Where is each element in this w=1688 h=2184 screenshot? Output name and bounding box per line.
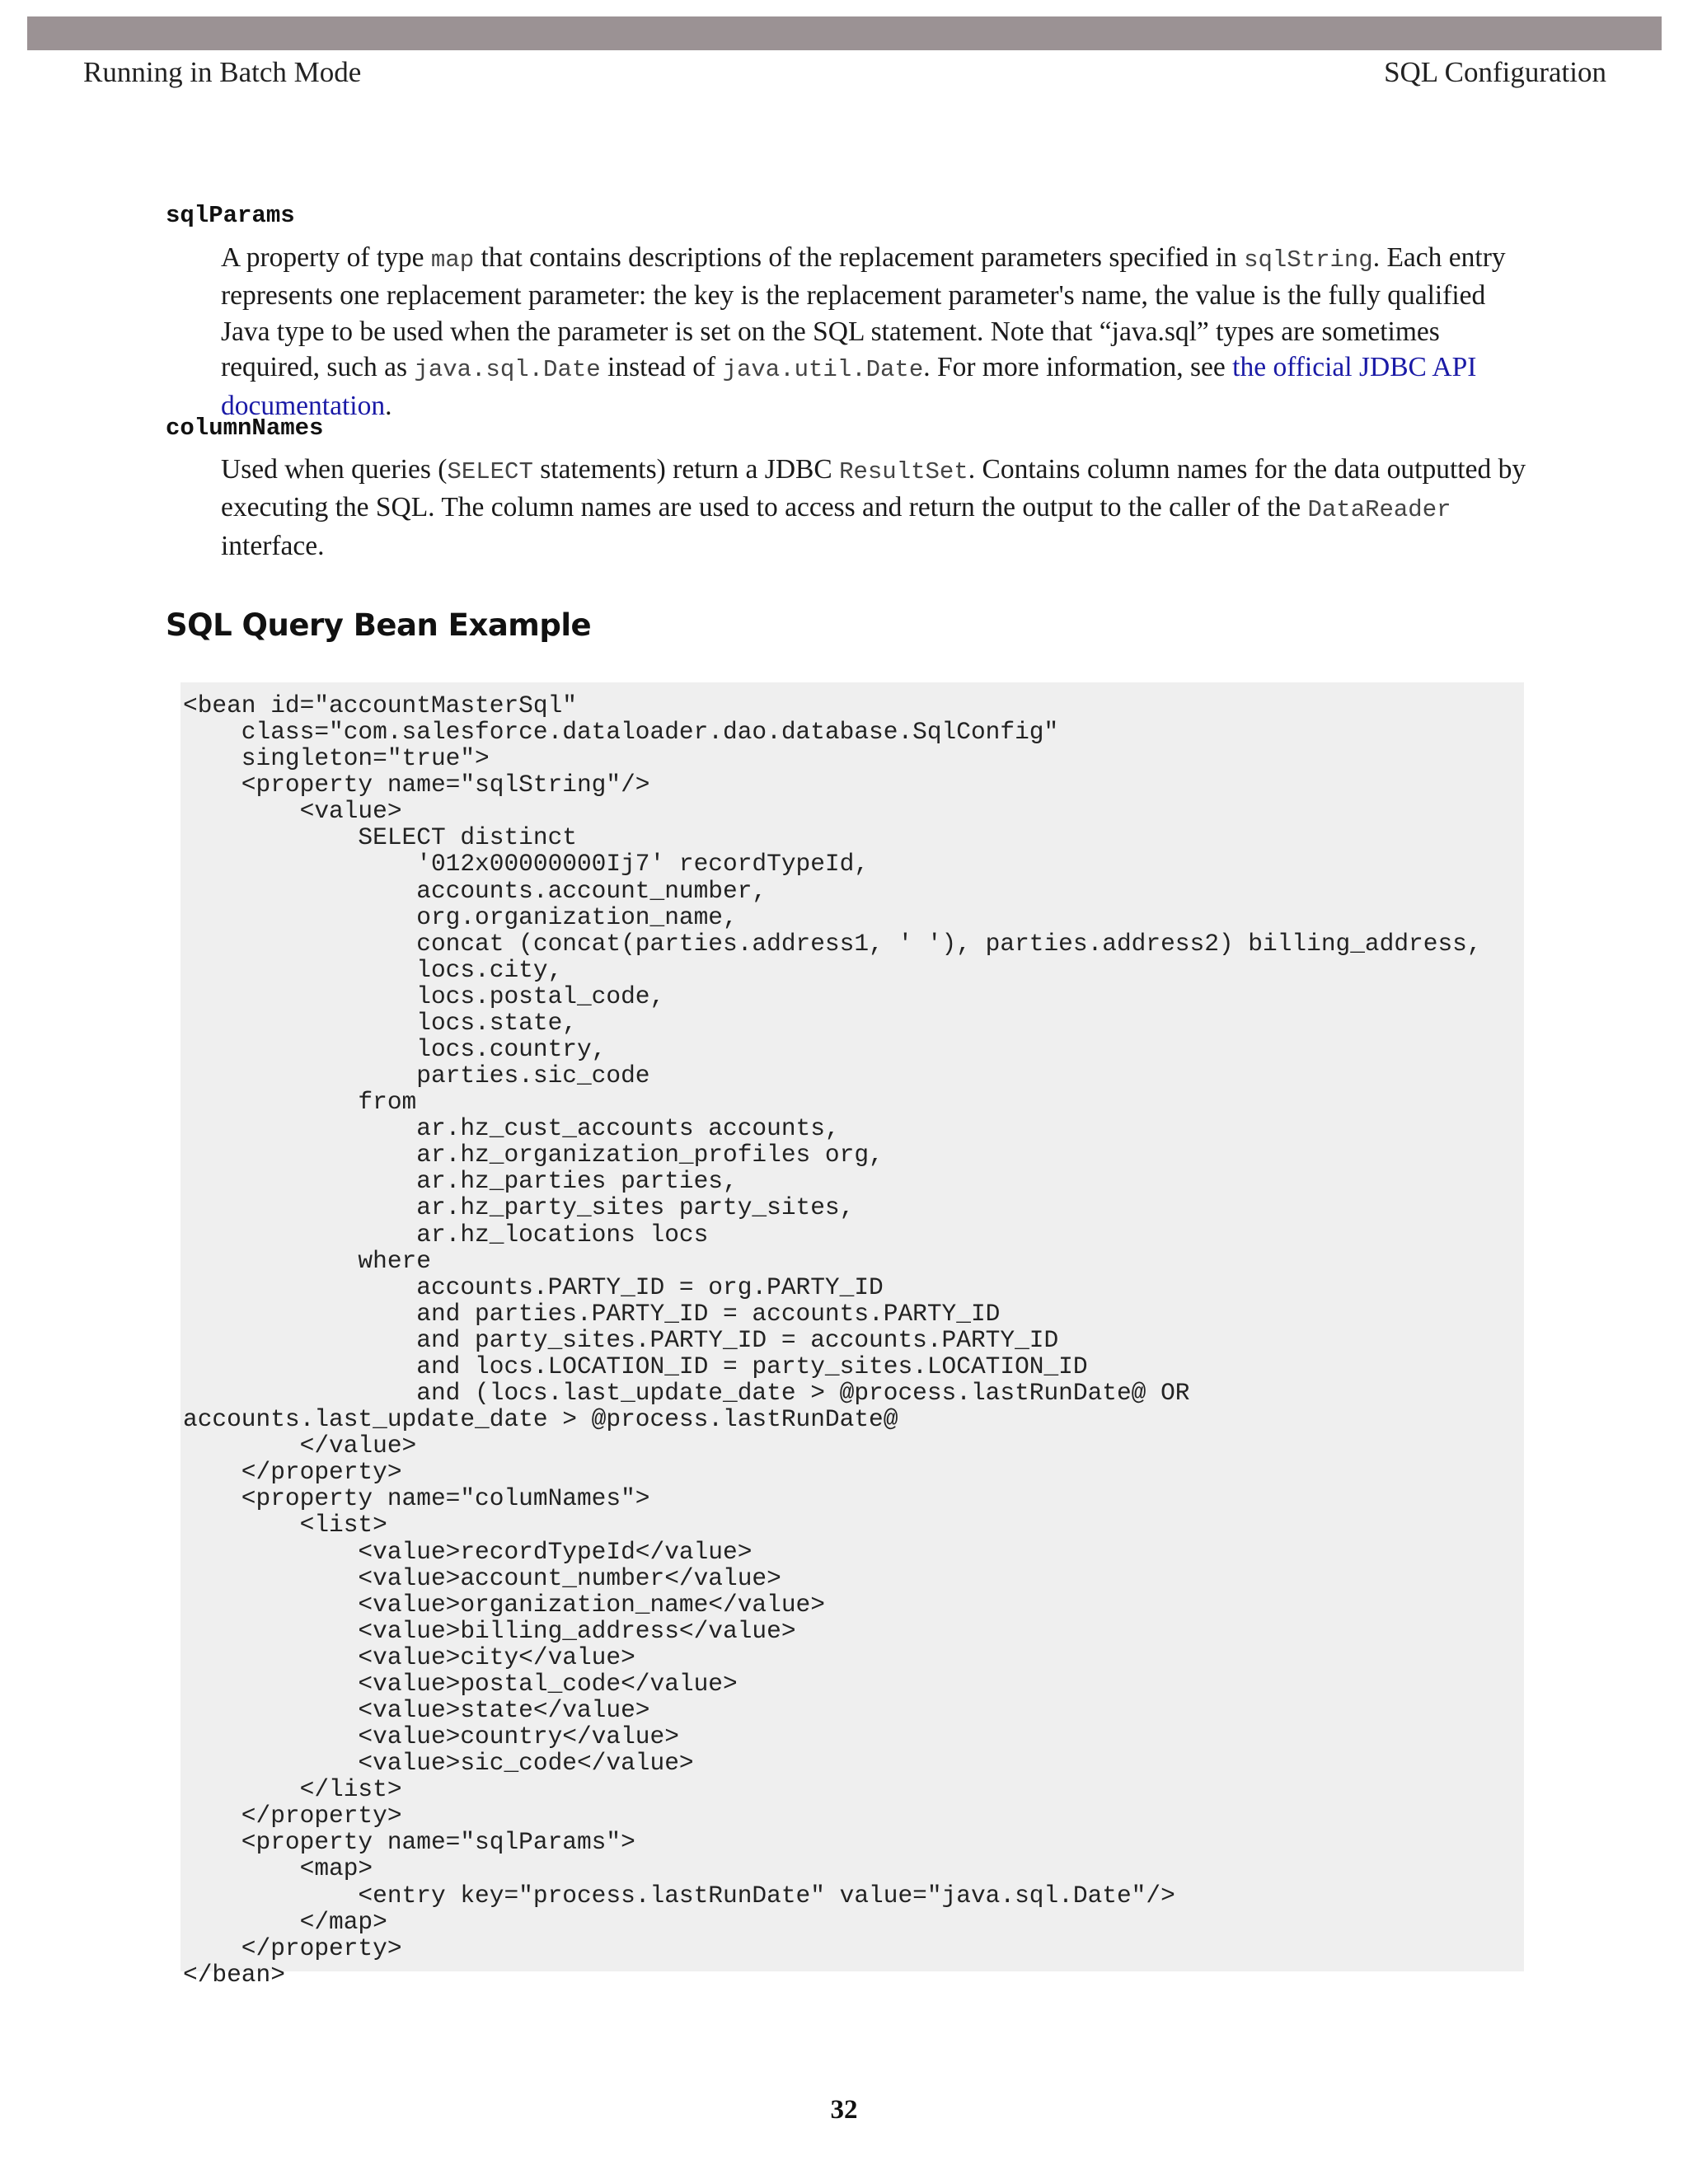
inline-code: SELECT [447, 458, 533, 485]
inline-code: DataReader [1307, 496, 1451, 524]
description-text: that contains descriptions of the replacement parameters specified in [474, 242, 1245, 273]
section-heading: SQL Query Bean Example [166, 607, 592, 643]
description-text: statements) return a JDBC [532, 454, 840, 485]
definition-term-sqlparams: sqlParams [166, 202, 295, 229]
inline-code: map [430, 246, 475, 274]
description-text: Used when queries ( [221, 454, 448, 485]
definition-description-sqlparams [221, 240, 1540, 424]
jdbc-api-documentation-link[interactable]: the official JDBC API documentation [221, 352, 1477, 421]
running-head-chapter: Running in Batch Mode [83, 56, 362, 88]
inline-code: java.util.Date [722, 356, 924, 384]
running-head-section: SQL Configuration [1384, 56, 1606, 88]
description-text: interface. [221, 530, 325, 561]
description-text: instead of [600, 352, 723, 383]
code-example: <bean id="accountMasterSql" class="com.salesforce.dataloader.dao.database.SqlConfig" singleton="true"> <property name="sqlString"/> <value> SELECT distinct '012x00000000Ij7' recordTypeId, accounts.account_number, org.organization_name, concat (concat(parties.address1, ' '), parties.address2) billing_address, locs.city, locs.postal_code, locs.state, locs.country, parties.sic_code from ar.hz_cust_accounts accounts, ar.hz_organization_profiles org, ar.hz_parties parties, ar.hz_party_sites party_sites, ar.hz_locations locs where accounts.PARTY_ID = org.PARTY_ID and parties.PARTY_ID = accounts.PARTY_ID and party_sites.PARTY_ID = accounts.PARTY_ID and locs.LOCATION_ID = party_sites.LOCATION_ID and (locs.last_update_date > @process.lastRunDate@ OR accounts.last_update_date > @process.lastRunDate@ </value> </property> <property name="columNames"> <list> <value>recordTypeId</value> <value>account_number</value> <value>organization_name</value> <value>billing_address</value> <value>city</value> <value>postal_code</value> <value>state</value> <value>country</value> <value>sic_code</value> </list> </property> <property name="sqlParams"> <map> <entry key="process.lastRunDate" value="java.sql.Date"/> </map> </property> </bean> [183, 691, 1482, 1989]
inline-code: java.sql.Date [414, 356, 601, 384]
inline-code: sqlString [1244, 246, 1373, 274]
description-text: . [385, 390, 392, 421]
header-bar [27, 16, 1662, 50]
description-text: . Each entry represents one replacement parameter: the key is the replacement parameter's name, the value is the fully qualified Java type to be used when the parameter is set on the SQL statement. Note that “java.sql” types are sometimes required, such as [221, 242, 1506, 383]
description-text: A property of type [221, 242, 431, 273]
inline-code: ResultSet [839, 458, 968, 485]
definition-description-columnnames [221, 452, 1540, 564]
description-text: . For more information, see [923, 352, 1233, 383]
page-number: 32 [830, 2095, 858, 2125]
description-text: . Contains column names for the data outputted by executing the SQL. The column names are used to access and return the output to the caller of the [221, 454, 1526, 523]
code-example-block [181, 682, 1524, 1989]
definition-term-columnnames: columnNames [166, 415, 324, 442]
